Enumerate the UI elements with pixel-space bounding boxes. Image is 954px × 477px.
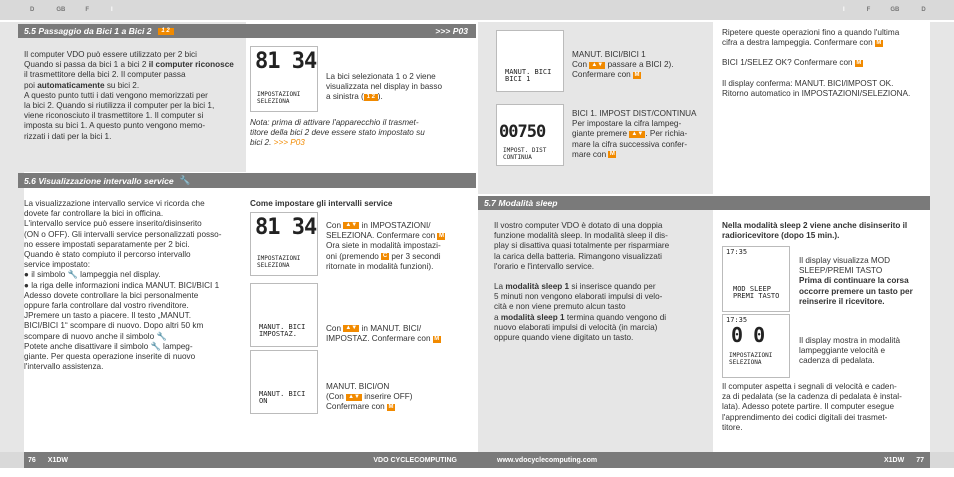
text-line: SLEEP/PREMI TASTO [799, 266, 883, 276]
right-col-text [722, 28, 932, 99]
lcd-label: MANUT. BICI IMPOSTAZ. [259, 323, 306, 338]
text-line: MANUT. BICI/ON [326, 382, 390, 391]
lcd-display [496, 104, 564, 166]
s55-note [250, 118, 475, 149]
lang-gb: GB [56, 7, 66, 13]
text-line: radioricevitore (dopo 15 min.). [722, 231, 840, 241]
text-line: L'intervallo service può essere inserito/disinserito [24, 219, 202, 229]
text-line: lampeggiante velocità e [799, 346, 886, 356]
text-line: viene riconosciuto il trasmettitore 1. Il computer si [24, 111, 204, 121]
s55-body [24, 50, 240, 142]
section-title: 5.6 Visualizzazione intervallo service [24, 175, 174, 186]
text-line: Il display visualizza MOD [799, 256, 890, 265]
text-line: SELEZIONA. Confermare con M [326, 231, 444, 241]
text-line: BICI/BICI 1“ scompare di nuovo. Dopo altri 50 km [24, 321, 204, 331]
model-name: X1DW [883, 456, 905, 464]
page-ref: >>> P03 [435, 26, 468, 36]
lcd-digits: 0 0 [731, 323, 765, 347]
m-key-icon: M [438, 232, 444, 239]
text-line: IMPOSTAZ. Confermare con M [326, 334, 440, 344]
text-line: a sinistra ( 1 2 ). [326, 92, 383, 102]
lcd-digits: 81 34 [255, 49, 317, 74]
lang-f: F [85, 7, 90, 13]
text-line: Potete anche disattivare il simbolo 🔧 lampeg- [24, 341, 193, 351]
lang-d: D [921, 7, 926, 13]
lcd-time: 17:35 [726, 316, 748, 324]
section-title: 5.7 Modalità sleep [484, 198, 558, 208]
text-line: MANUT. BICI/BICI 1 [572, 50, 646, 59]
footer-margin-left [0, 452, 24, 468]
text-line: Ritorno automatico in IMPOSTAZIONI/SELEZIONA. [722, 88, 911, 98]
text-line: 5 minuti non vengono elaborati impulsi di velo- [494, 292, 663, 302]
text-line: Prima di continuare la corsa [799, 276, 909, 286]
text-line: dovete far controllare la bici in officina. [24, 209, 164, 219]
sleep-text-a [799, 256, 929, 307]
text-line: rizzati i dati per la bici 1. [24, 131, 112, 141]
text-line: l'orario e l'intervallo service. [494, 261, 595, 271]
text-line: funzione modalità sleep. In modalità sleep il dis- [494, 231, 668, 241]
right-margin [930, 22, 954, 452]
left-margin [0, 22, 24, 452]
text-line: (Con ▲▼ inserire OFF) [326, 392, 413, 402]
lcd-label: MANUT. BICI ON [259, 390, 306, 405]
text-line: il trasmettitore della bici 2. Il computer passa [24, 70, 186, 80]
lcd-display [250, 46, 318, 112]
text-line: Il vostro computer VDO è dotato di una doppia [494, 221, 663, 230]
footer-left [24, 452, 477, 468]
text-line: BICI 1/SELEZ OK? Confermare con M [722, 58, 862, 68]
language-strip-left [0, 0, 477, 20]
text-line: bici 2. >>> P03 [250, 138, 305, 148]
lang-f: F [866, 7, 871, 13]
text-line: play si disattiva quasi totalmente per risparmiare [494, 241, 670, 251]
step-3-text [326, 382, 476, 413]
text-line: titore della bici 2 deve essere stato impostato su [250, 128, 425, 138]
up-down-key-icon: ▲▼ [343, 325, 359, 332]
text-line: nuovo elaborati impulsi di velocità (in marcia) [494, 322, 658, 332]
language-strip-right [477, 0, 954, 20]
text-line: scompare di nuovo anche il simbolo 🔧 [24, 331, 167, 341]
up-down-key-icon: ▲▼ [346, 394, 362, 401]
step-2-text [326, 324, 476, 344]
lcd-display [250, 283, 318, 347]
text-line: BICI 1. IMPOST DIST/CONTINUA [572, 109, 697, 118]
lcd-display [722, 246, 790, 312]
text-line: oni (premendo C per 3 secondi [326, 251, 441, 261]
lcd-label: IMPOSTAZIONI SELEZIONA [257, 255, 301, 269]
sleep2-intro [722, 221, 932, 241]
text-line: titore. [722, 422, 743, 432]
wrench-icon: 🔧 [156, 331, 167, 341]
text-line: oppure quando viene digitato un tasto. [494, 333, 634, 343]
footer-margin-right [930, 452, 954, 468]
text-line: Il computer VDO può essere utilizzato per 2 bici [24, 50, 197, 59]
text-line: La modalità sleep 1 si inserisce quando per [494, 282, 656, 292]
model-name: X1DW [47, 456, 69, 464]
sleep-tail [722, 382, 930, 433]
text-line: Il computer aspetta i segnali di velocità e caden- [722, 382, 897, 391]
m-key-icon: M [856, 59, 862, 66]
text-line: ritornate in modalità funzioni). [326, 261, 434, 271]
s55-side-text [326, 72, 471, 103]
text-line: oppure farla controllare dal vostro rivenditore. [24, 301, 189, 311]
text-line: a modalità sleep 1 termina quando vengono di [494, 312, 667, 322]
text-line: la carica della batteria. Rimangono visualizzati [494, 251, 662, 261]
lcd-display [250, 212, 318, 276]
text-line: Il display mostra in modalità [799, 336, 901, 345]
section-5-5-header [18, 24, 476, 38]
text-line: Ora siete in modalità impostazi- [326, 241, 441, 251]
lang-gb: GB [890, 7, 900, 13]
up-down-key-icon: ▲▼ [343, 222, 359, 229]
lang-i: I [111, 7, 113, 13]
wrench-icon: 🔧 [179, 175, 191, 185]
text-line: za di pedalata (se la cadenza di pedalata è instal- [722, 392, 902, 402]
lcd-label: MANUT. BICI BICI 1 [505, 68, 552, 83]
footer-right [477, 452, 930, 468]
m-key-icon: M [434, 335, 440, 342]
text-line: Con ▲▼ in IMPOSTAZIONI/ [326, 221, 431, 230]
text-line: Con ▲▼ in MANUT. BICI/ [326, 324, 422, 333]
section-title: 5.5 Passaggio da Bici 1 a Bici 2 [24, 26, 152, 36]
text-line: Ripetere queste operazioni fino a quando l'ultima [722, 28, 900, 37]
up-down-key-icon: ▲▼ [589, 62, 605, 69]
text-line: ● la riga delle informazioni indica MANUT. BICI/BICI 1 [24, 280, 220, 290]
text-line: Per impostare la cifra lampeg- [572, 119, 682, 129]
text-line: reinserire il ricevitore. [799, 296, 885, 306]
text-line: ● il simbolo 🔧 lampeggia nel display. [24, 270, 161, 280]
s57-body [494, 221, 709, 343]
page-number: 77 [916, 456, 924, 464]
page-number: 76 [28, 456, 36, 464]
text-line: La visualizzazione intervallo service vi ricorda che [24, 199, 205, 208]
up-down-key-icon: ▲▼ [629, 131, 645, 138]
m-key-icon: M [876, 39, 882, 46]
text-line: la bici 2. Quando si riutilizza il computer per la bici 1, [24, 101, 215, 111]
text-line: Nota: prima di attivare l'apparecchio il trasmet- [250, 118, 419, 127]
lang-d: D [30, 7, 35, 13]
lcd-label: MOD SLEEP PREMI TASTO [733, 285, 780, 300]
lcd-label: IMPOSTAZIONI SELEZIONA [257, 91, 301, 105]
text-line: imposta su bici 1. A questo punto vengono memo- [24, 121, 206, 131]
wrench-icon: 🔧 [67, 270, 78, 280]
text-line: Quando è stato compiuto il percorso intervallo [24, 250, 191, 260]
text-line: JPremere un tasto a piacere. Il testo „MANUT. [24, 311, 191, 321]
text-line: Il display conferma: MANUT. BICI/IMPOST OK. [722, 78, 894, 88]
lcd-time: 17:35 [726, 248, 748, 256]
lcd-label: IMPOSTAZIONI SELEZIONA [729, 352, 773, 366]
text-line: visualizzata nel display in basso [326, 82, 443, 92]
text-line: Quando si passa da bici 1 a bici 2 il computer riconosce [24, 60, 234, 70]
text-line: (ON o OFF). Gli intervalli service personalizzati posso- [24, 229, 222, 239]
text-line: mare con M [572, 149, 615, 159]
text-line: no essere impostati separatamente per 2 bici. [24, 239, 190, 249]
c-key-icon: C [382, 252, 388, 259]
text-line: occorre premere un tasto per [799, 286, 913, 296]
s56-body [24, 199, 242, 372]
m-key-icon: M [609, 151, 615, 158]
text-line: Nella modalità sleep 2 viene anche disinserito il [722, 221, 908, 230]
text-line: cifra a destra lampeggia. Confermare con M [722, 38, 882, 48]
text-line: cadenza di pedalata. [799, 356, 875, 366]
text-line: Confermare con M [326, 402, 394, 412]
text-line: giante. Per questa operazione inserite di nuovo [24, 352, 196, 362]
section-5-7-header [478, 196, 930, 210]
lcd-display [722, 314, 790, 378]
text-line: l'intervallo assistenza. [24, 362, 104, 372]
text-line: lata). Adesso potete partire. Il computer esegue [722, 402, 895, 412]
howto-title: Come impostare gli intervalli service [250, 199, 393, 208]
text-line: mare la cifra successiva confer- [572, 139, 688, 149]
text-line: A questo punto tutti i dati vengono memorizzati per [24, 90, 208, 100]
brand-name: VDO CYCLECOMPUTING [373, 456, 457, 464]
right-step-2-text [572, 109, 710, 160]
text-line: poi automaticamente su bici 2. [24, 80, 140, 90]
m-key-icon: M [388, 403, 394, 410]
text-line: giante premere ▲▼ . Per richia- [572, 129, 688, 139]
text-line: Confermare con M [572, 70, 640, 80]
text-line: service impostato: [24, 260, 90, 270]
section-5-6-header [18, 173, 476, 188]
lcd-display [496, 30, 564, 92]
website-link[interactable]: www.vdocyclecomputing.com [497, 456, 598, 464]
lcd-label: IMPOST. DIST CONTINUA [503, 147, 547, 161]
sleep-text-b [799, 336, 929, 367]
lcd-display [250, 350, 318, 414]
text-line: cità e non viene premuto alcun tasto [494, 302, 626, 312]
lang-i: I [843, 7, 845, 13]
m-key-icon: M [634, 71, 640, 78]
right-step-1-text [572, 50, 710, 81]
lcd-digits: 81 34 [255, 215, 317, 240]
bike-badge-icon: 1 2 [364, 94, 378, 101]
text-line: Adesso dovete controllare la bici personalmente [24, 290, 199, 300]
step-1-text [326, 221, 476, 272]
bike-badge-icon: 1 2 [158, 28, 174, 35]
text-line: l'apprendimento dei codici digitali dei trasmet- [722, 412, 888, 422]
lcd-digits: 00750 [499, 122, 546, 142]
text-line: Con ▲▼ passare a BICI 2). [572, 60, 674, 70]
text-line: La bici selezionata 1 o 2 viene [326, 72, 436, 81]
wrench-icon: 🔧 [150, 341, 161, 351]
